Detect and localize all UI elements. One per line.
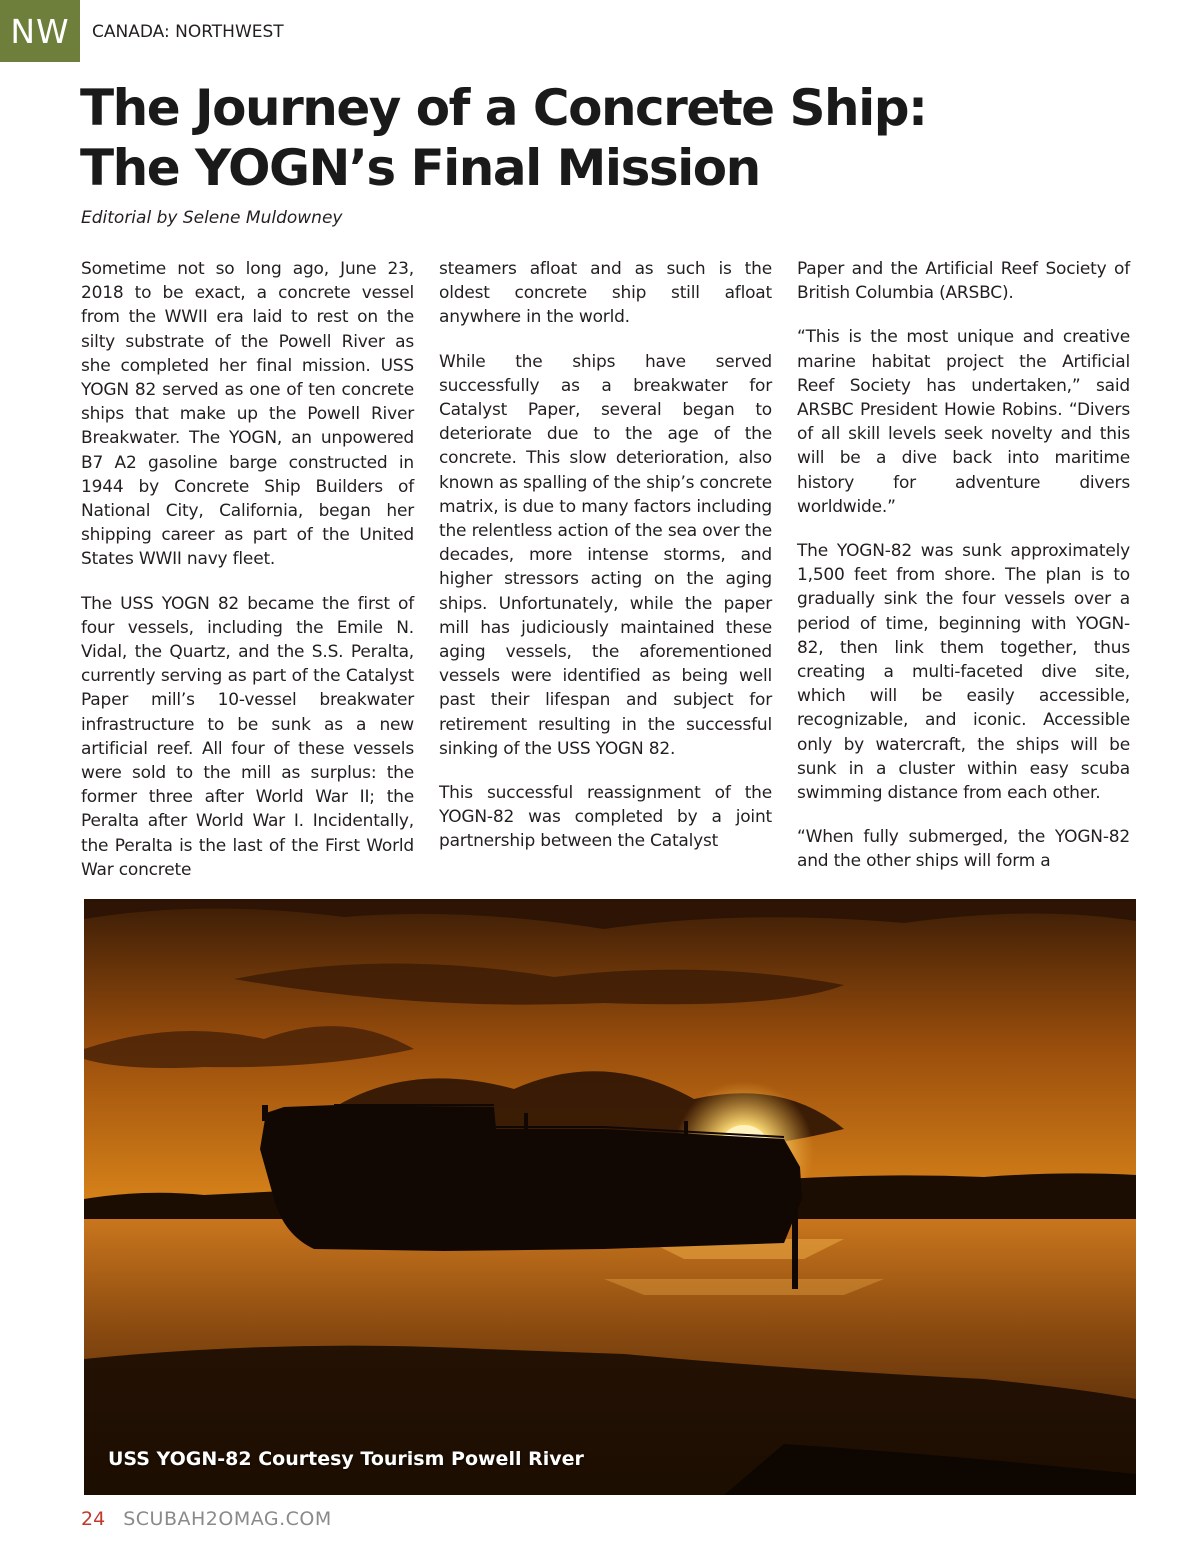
page-number: 24 xyxy=(81,1508,106,1530)
sunset-ship-photo xyxy=(84,899,1136,1495)
article-column-2 xyxy=(439,257,772,874)
paragraph: The USS YOGN 82 became the first of four vessels, including the Emile N. Vidal, the Quartz, and the S.S. Peralta, currently serving as part of the Catalyst Paper mill’s 10-vessel breakwater infrastructure to be sunk as a new artificial reef. All four of these vessels were sold to the mill as surplus: the former three after World War II; the Peralta after World War I. Incidentally, the Peralta is the last of the First World War concrete xyxy=(81,593,414,880)
page-footer xyxy=(81,1508,332,1530)
paragraph: “This is the most unique and creative marine habitat project the Artificial Reef Society has undertaken,” said ARSBC President Howie Robins. “Divers of all skill levels seek novelty and this will be a dive back into maritime history for adventure divers worldwide.” xyxy=(797,327,1130,517)
photo-caption: USS YOGN-82 Courtesy Tourism Powell River xyxy=(108,1448,584,1470)
title-line-1: The Journey of a Concrete Ship: xyxy=(80,79,927,137)
paragraph: This successful reassignment of the YOGN-82 was completed by a joint partnership between the Catalyst xyxy=(439,783,772,852)
site-url: SCUBAH2OMAG.COM xyxy=(123,1508,332,1530)
paragraph: steamers afloat and as such is the oldest concrete ship still afloat anywhere in the world. xyxy=(439,259,772,328)
paragraph: Sometime not so long ago, June 23, 2018 to be exact, a concrete vessel from the WWII era laid to rest on the silty substrate of the Powell River as she completed her final mission. USS YOGN 82 served as one of ten concrete ships that make up the Powell River Breakwater. The YOGN, an unpowered B7 A2 gasoline barge constructed in 1944 by Concrete Ship Builders of National City, California, began her shipping career as part of the United States WWII navy fleet. xyxy=(81,259,414,570)
byline: Editorial by Selene Muldowney xyxy=(81,208,343,228)
paragraph: “When fully submerged, the YOGN-82 and the other ships will form a xyxy=(797,827,1130,872)
paragraph: The YOGN-82 was sunk approximately 1,500 feet from shore. The plan is to gradually sink the four vessels over a period of time, beginning with YOGN-82, then link them together, thus creating a multi-faceted dive site, which will be easily accessible, recognizable, and iconic. Accessible only by watercraft, the ships will be sunk in a cluster within easy scuba swimming distance from each other. xyxy=(797,541,1130,804)
paragraph: While the ships have served successfully as a breakwater for Catalyst Paper, several began to deteriorate due to the age of the concrete. This slow deterioration, also known as spalling of the ship’s concrete matrix, is due to many factors including the relentless action of the sea over the decades, more intense storms, and higher stressors acting on the aging ships. Unfortunately, while the paper mill has judiciously maintained these aging vessels, the aforementioned vessels were identified as being well past their lifespan and subject for retirement resulting in the successful sinking of the USS YOGN 82. xyxy=(439,351,772,759)
article-title xyxy=(80,78,1140,198)
article-column-3 xyxy=(797,257,1130,894)
section-badge: NW xyxy=(0,0,80,62)
paragraph: Paper and the Artificial Reef Society of British Columbia (ARSBC). xyxy=(797,259,1130,304)
title-line-2: The YOGN’s Final Mission xyxy=(80,139,760,197)
article-column-1 xyxy=(81,257,414,902)
section-label: CANADA: NORTHWEST xyxy=(92,22,284,42)
photo-illustration xyxy=(84,899,1136,1495)
